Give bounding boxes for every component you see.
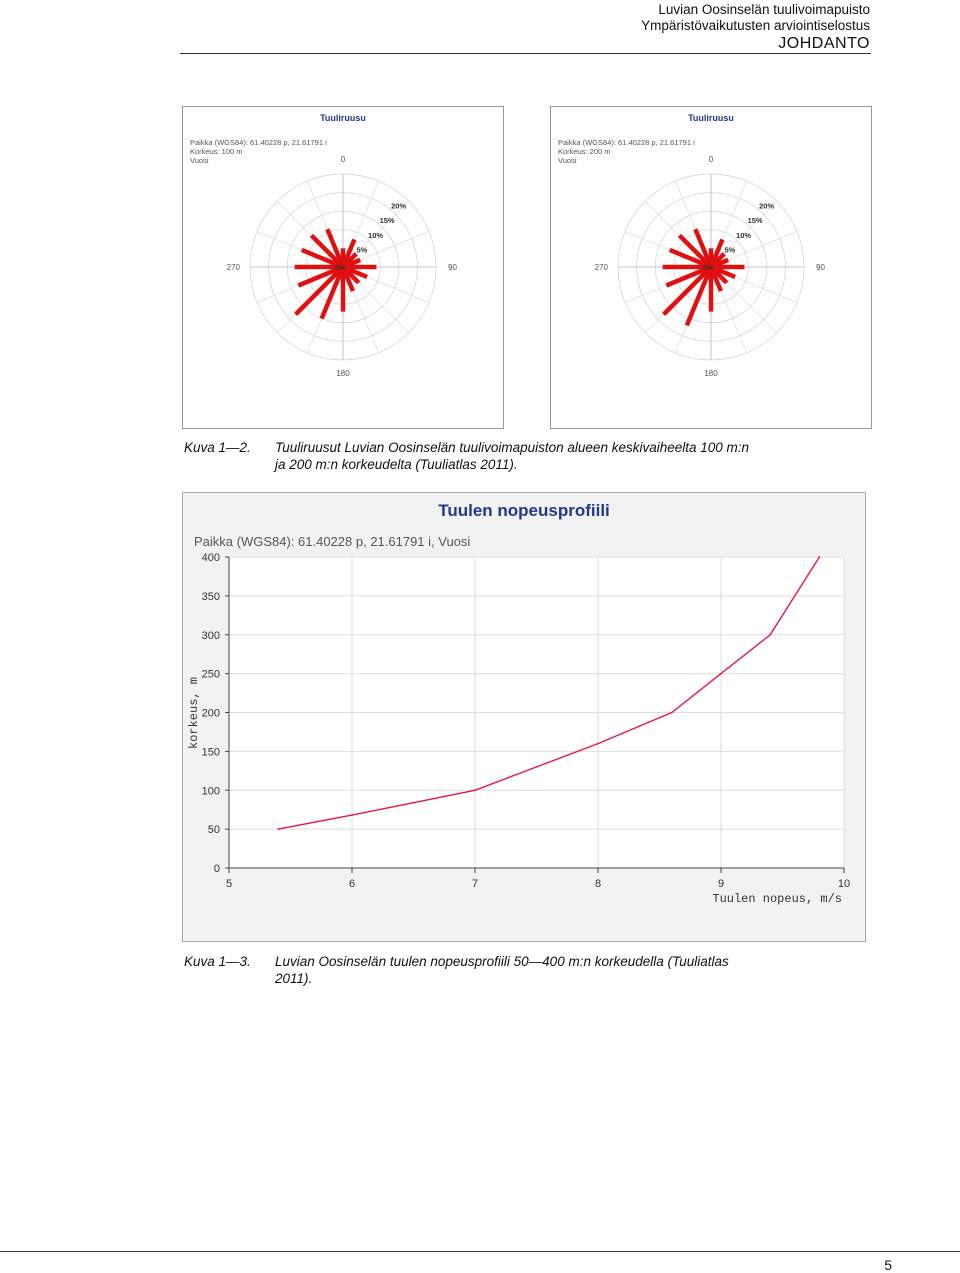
wind-rose-ring-label: 15%: [747, 216, 763, 226]
document-header: [641, 2, 870, 54]
chart-title: Tuulen nopeusprofiili: [438, 501, 610, 520]
chart-tick-label-y: 50: [207, 824, 220, 837]
caption-1-line-1: Tuuliruusut Luvian Oosinselän tuulivoimapuiston alueen keskivaiheelta 100 m:n: [275, 440, 750, 455]
wind-rose-title: Tuuliruusu: [688, 113, 734, 123]
caption-2-number: Kuva 1—3.: [184, 954, 251, 969]
chart-tick-label-y: 300: [201, 629, 220, 642]
wind-rose-dir-west: 270: [594, 263, 608, 272]
chart-data-point: [671, 712, 673, 714]
chart-tick-label-x: 5: [225, 878, 233, 890]
chart-data-point: [819, 556, 821, 558]
wind-rose-ring-label: 15%: [379, 216, 395, 226]
wind-rose-ring-label: 20%: [391, 201, 407, 211]
wind-rose-ring-label: 20%: [759, 201, 775, 211]
wind-rose-title: Tuuliruusu: [320, 113, 366, 123]
wind-rose-period: Vuosi: [190, 156, 209, 165]
caption-2-text: [275, 953, 729, 987]
wind-rose-dir-north: 0: [340, 155, 346, 164]
wind-profile-chart: [182, 492, 866, 942]
figure-caption-2: [184, 953, 874, 989]
chart-tick-label-y: 200: [201, 707, 220, 720]
header-section-title: JOHDANTO: [778, 35, 870, 52]
wind-profile-svg: [182, 492, 866, 942]
wind-rose-200m: [550, 106, 872, 429]
wind-rose-height: Korkeus: 200 m: [558, 147, 611, 156]
caption-1-number: Kuva 1—2.: [184, 440, 251, 455]
chart-tick-label-y: 100: [201, 785, 220, 798]
chart-data-point: [413, 802, 415, 804]
chart-tick-label-x: 9: [717, 878, 725, 890]
wind-rose-location: Paikka (WGS84): 61.40228 p, 21.61791 i: [190, 138, 327, 147]
chart-data-point: [277, 828, 279, 830]
caption-1-text: [275, 439, 749, 473]
wind-rose-100m-svg: [183, 107, 503, 428]
chart-data-point: [474, 789, 476, 791]
chart-tick-label-y: 400: [201, 552, 220, 564]
chart-data-point: [351, 814, 353, 816]
wind-rose-period: Vuosi: [558, 156, 577, 165]
page-number: 5: [884, 1257, 892, 1273]
wind-rose-height: Korkeus: 100 m: [190, 147, 243, 156]
chart-tick-label-y: 150: [201, 746, 220, 759]
chart-tick-label-x: 7: [471, 878, 479, 890]
chart-tick-label-x: 10: [837, 878, 851, 890]
wind-rose-location: Paikka (WGS84): 61.40228 p, 21.61791 i: [558, 138, 695, 147]
wind-rose-ring-label: 0%: [703, 263, 714, 272]
header-rule: [180, 53, 871, 54]
wind-rose-ring-label: 10%: [736, 230, 752, 240]
wind-rose-dir-east: 90: [816, 263, 825, 272]
chart-y-axis-label: korkeus, m: [187, 676, 201, 750]
wind-rose-dir-south: 180: [704, 369, 718, 378]
wind-rose-200m-svg: [551, 107, 871, 428]
header-report-title: Ympäristövaikutusten arviointiselostus: [641, 18, 870, 33]
chart-subtitle: Paikka (WGS84): 61.40228 p, 21.61791 i, Vuosi: [194, 534, 471, 549]
header-project-title: Luvian Oosinselän tuulivoimapuisto: [658, 2, 870, 17]
wind-rose-dir-south: 180: [336, 369, 350, 378]
chart-x-axis-label: Tuulen nopeus, m/s: [712, 892, 842, 906]
caption-1-line-2: ja 200 m:n korkeudelta (Tuuliatlas 2011).: [275, 457, 518, 472]
wind-rose-ring-label: 5%: [724, 245, 736, 255]
chart-data-point: [536, 766, 538, 768]
wind-rose-ring-label: 0%: [335, 263, 346, 272]
footer-rule: [0, 1251, 960, 1252]
caption-2-line-2: 2011).: [275, 971, 313, 986]
chart-tick-label-y: 250: [201, 668, 220, 681]
chart-data-point: [597, 743, 599, 745]
wind-rose-sector-bar: [664, 267, 711, 314]
chart-data-point: [720, 673, 722, 675]
chart-tick-label-x: 8: [594, 878, 602, 890]
wind-rose-dir-east: 90: [448, 263, 457, 272]
chart-tick-label-x: 6: [348, 878, 356, 890]
chart-tick-label-y: 350: [201, 590, 220, 603]
figure-caption-1: [184, 439, 874, 475]
wind-rose-100m: [182, 106, 504, 429]
caption-2-line-1: Luvian Oosinselän tuulen nopeusprofiili 50—400 m:n korkeudella (Tuuliatlas: [275, 954, 729, 969]
chart-tick-label-y: 0: [213, 863, 220, 875]
chart-data-point: [769, 634, 771, 636]
wind-rose-sector-bar: [296, 267, 343, 314]
wind-rose-ring-label: 10%: [368, 230, 384, 240]
wind-rose-ring-label: 5%: [356, 245, 368, 255]
wind-rose-dir-north: 0: [708, 155, 714, 164]
wind-rose-dir-west: 270: [226, 263, 240, 272]
